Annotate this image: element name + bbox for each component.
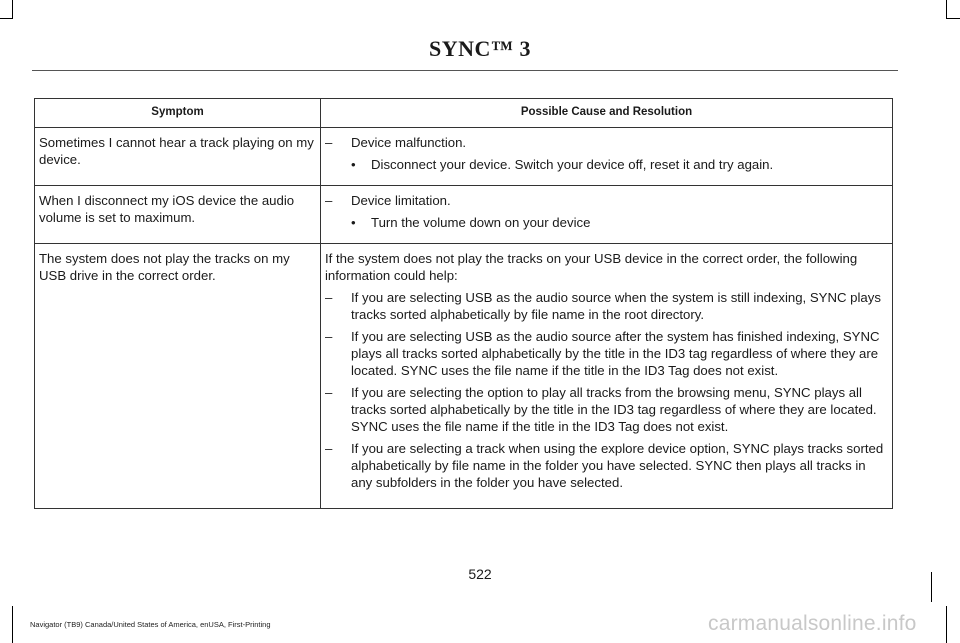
table-row <box>35 128 893 186</box>
footer-edition-text: Navigator (TB9) Canada/United States of America, enUSA, First-Printing <box>30 620 271 629</box>
symptom-cell: When I disconnect my iOS device the audio volume is set to maximum. <box>35 186 321 244</box>
page-title: SYNC™ 3 <box>429 36 531 61</box>
dash-mark: – <box>325 441 333 456</box>
dash-list-item <box>325 328 888 379</box>
dash-mark: – <box>325 135 333 150</box>
resolution-intro: If the system does not play the tracks on your USB device in the correct order, the following information could help: <box>325 251 858 283</box>
dash-mark: – <box>325 193 333 208</box>
resolution-cell <box>321 128 893 186</box>
dash-list-item <box>325 289 888 323</box>
bullet-text: Turn the volume down on your device <box>371 215 591 230</box>
dash-mark: – <box>325 329 333 344</box>
crop-mark-top-right-h <box>946 18 960 19</box>
bullet-text: Disconnect your device. Switch your device off, reset it and try again. <box>371 157 774 172</box>
dash-mark: – <box>325 290 333 305</box>
dash-mark: – <box>325 385 333 400</box>
resolution-cell <box>321 244 893 509</box>
dash-text: If you are selecting USB as the audio source when the system is still indexing, SYNC plays tracks sorted alphabetically by file name in the root directory. <box>351 290 881 322</box>
symptom-cell: Sometimes I cannot hear a track playing on my device. <box>35 128 321 186</box>
symptom-cell: The system does not play the tracks on my USB drive in the correct order. <box>35 244 321 509</box>
dash-list-item <box>325 384 888 435</box>
bullet-mark: • <box>351 157 356 172</box>
table-header-row <box>35 99 893 128</box>
crop-mark-top-left-h <box>0 18 13 19</box>
resolution-cell <box>321 186 893 244</box>
column-header-resolution: Possible Cause and Resolution <box>321 99 893 128</box>
bullet-list-item <box>325 214 888 231</box>
crop-mark-bottom-left-v <box>12 606 13 643</box>
table-row <box>35 186 893 244</box>
crop-mark-bottom-right-v <box>946 606 947 643</box>
dash-list-item <box>325 134 888 151</box>
dash-text: If you are selecting a track when using the explore device option, SYNC plays tracks sorted alphabetically by file name in the folder you have selected. SYNC then plays all tracks in any subfolders in the folder you have selected. <box>351 441 884 490</box>
column-header-symptom: Symptom <box>35 99 321 128</box>
crop-mark-top-left-v <box>12 0 13 18</box>
crop-mark-top-right-v <box>946 0 947 18</box>
dash-text: Device malfunction. <box>351 135 467 150</box>
dash-list-item <box>325 192 888 209</box>
header-divider <box>32 70 898 71</box>
dash-list-item <box>325 440 888 491</box>
dash-text: If you are selecting the option to play all tracks from the browsing menu, SYNC plays all tracks sorted alphabetically by the title in the ID3 tag regardless of where they are located. SYNC uses the file name if the title in the ID3 Tag does not exist. <box>351 385 877 434</box>
page-number: 522 <box>468 566 492 582</box>
watermark: carmanualsonline.info <box>708 612 917 635</box>
table-row <box>35 244 893 509</box>
bullet-mark: • <box>351 215 356 230</box>
troubleshooting-table <box>34 98 893 509</box>
bullet-list-item <box>325 156 888 173</box>
dash-text: Device limitation. <box>351 193 451 208</box>
dash-text: If you are selecting USB as the audio source after the system has finished indexing, SYNC plays all tracks sorted alphabetically by the title in the ID3 tag regardless of where they are located. SYNC uses the file name if the title in the ID3 Tag does not exist. <box>351 329 880 378</box>
